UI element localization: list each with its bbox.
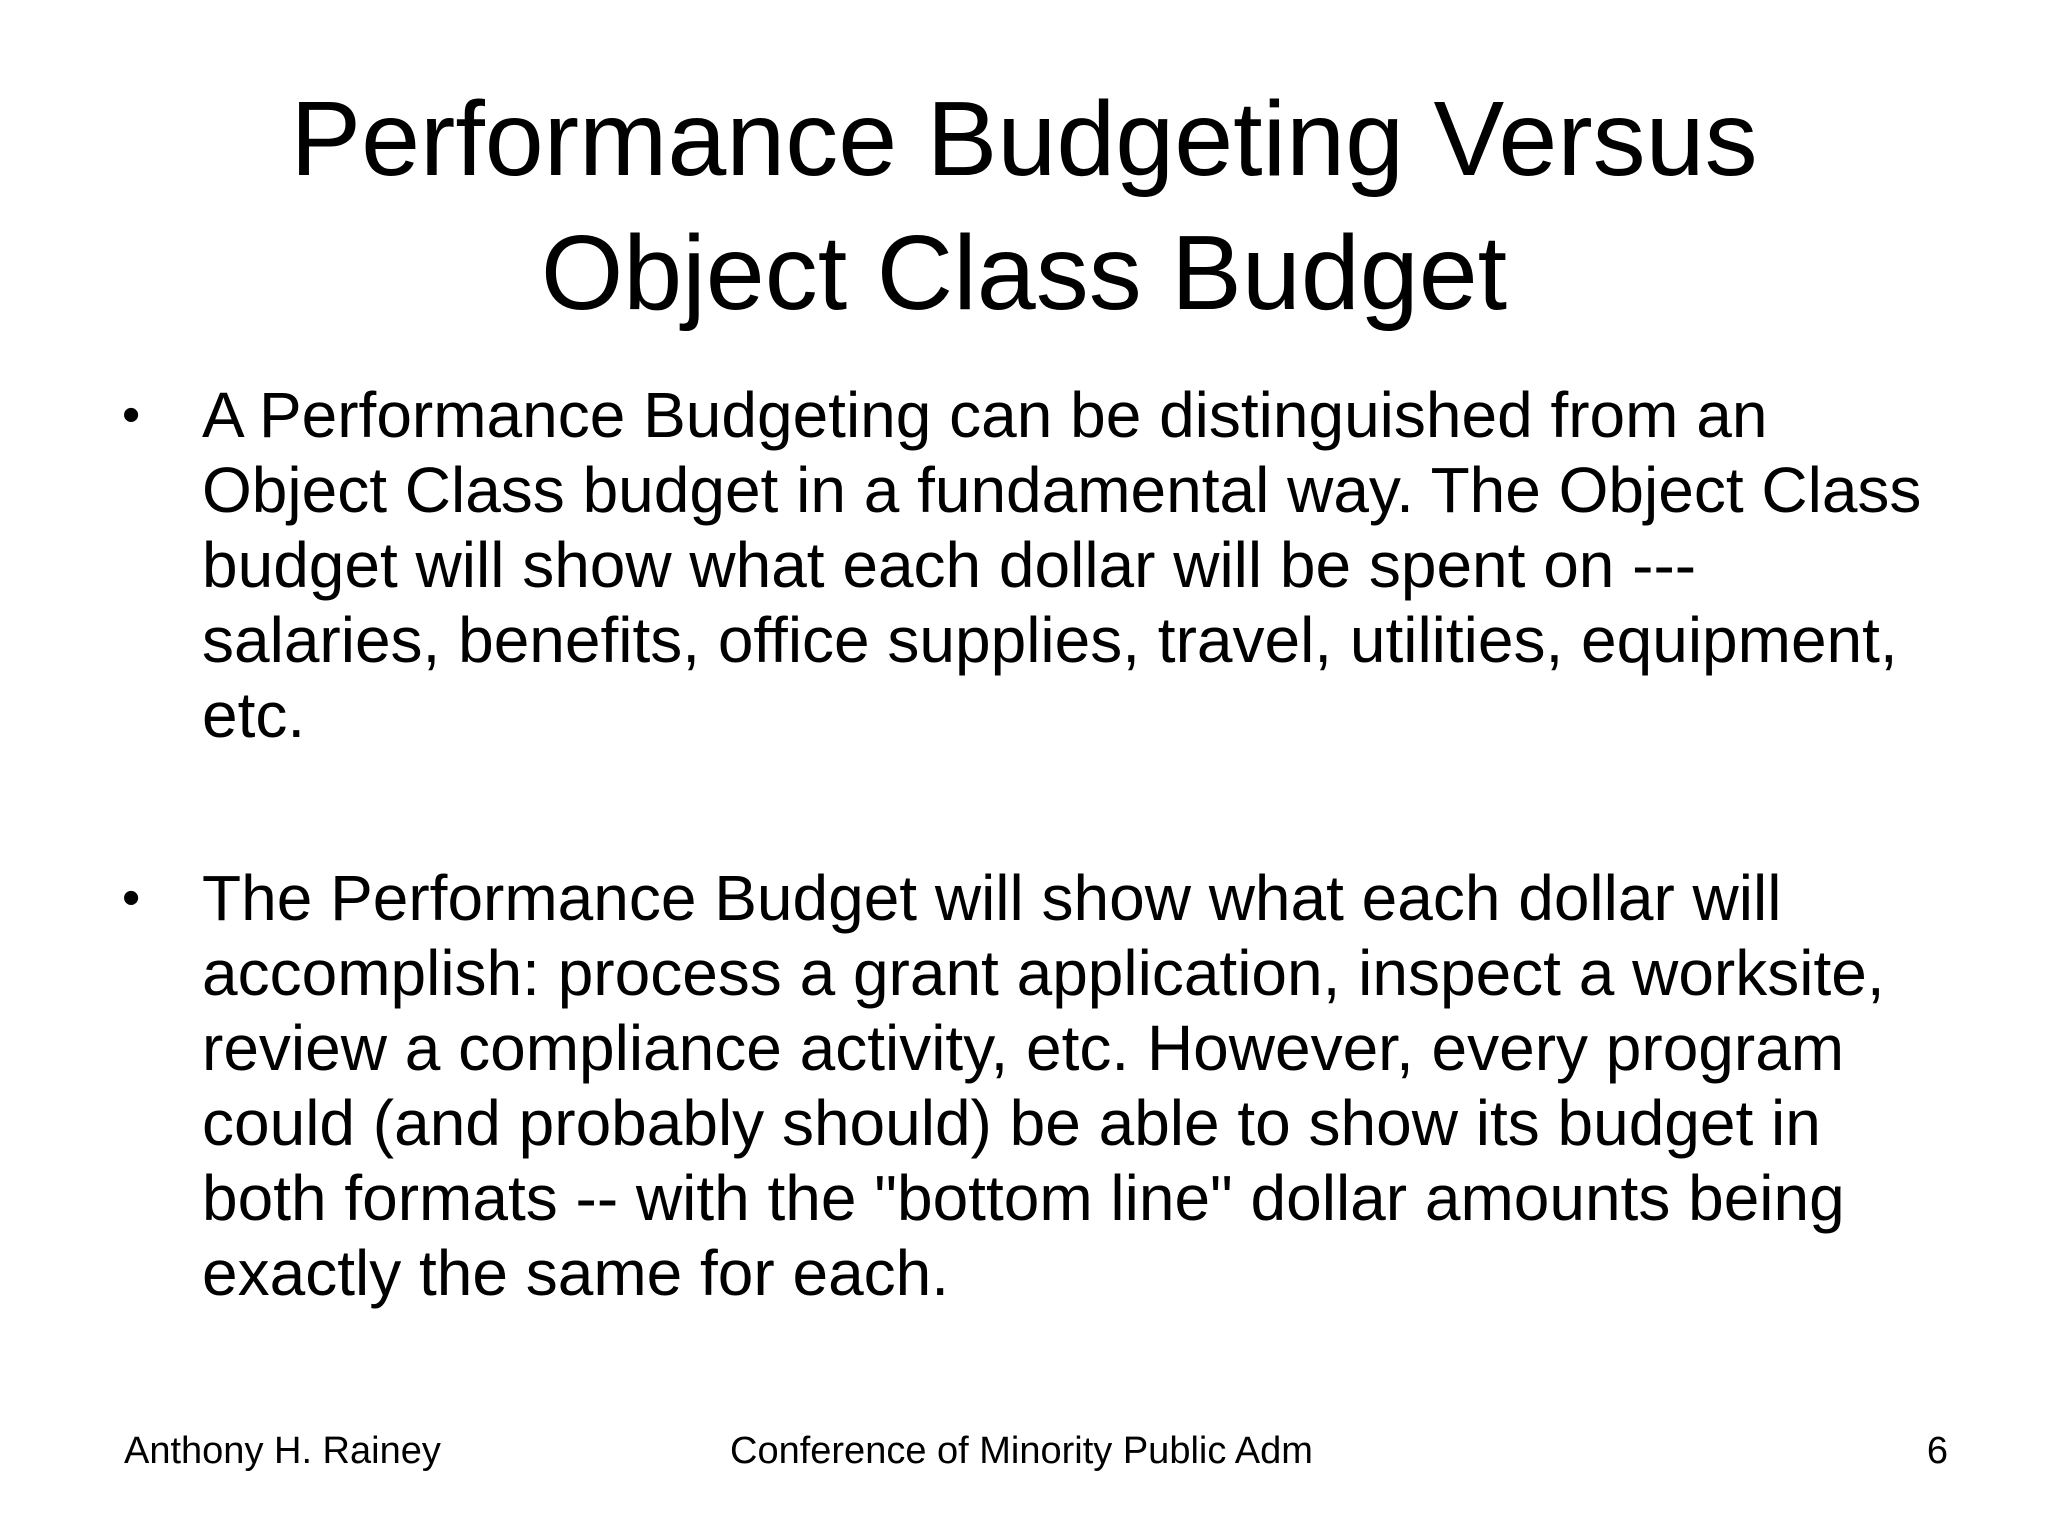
slide-title	[0, 72, 2048, 340]
bullet-text: The Performance Budget will show what each dollar will accomplish: process a grant application, inspect a worksite, review a compliance activity, etc. However, every program could (and probably should) be able to show its budget in both formats -- with the "bottom line" dollar amounts being exactly the same for each.	[202, 862, 1885, 1309]
bullet-icon: •	[122, 869, 141, 927]
footer-author: Anthony H. Rainey	[124, 1430, 441, 1472]
slide-title-line-2: Object Class Budget	[540, 214, 1508, 332]
bullet-item-object-class	[122, 378, 1952, 753]
bullet-item-performance-budget	[122, 861, 1952, 1311]
slide-title-line-1: Performance Budgeting Versus	[290, 80, 1758, 198]
footer-page-number: 6	[1926, 1430, 1948, 1472]
footer-event: Conference of Minority Public Adm	[730, 1430, 1313, 1472]
bullet-list	[122, 378, 1952, 1311]
bullet-icon: •	[122, 386, 141, 444]
bullet-text: A Performance Budgeting can be distinguished from an Object Class budget in a fundamental way. The Object Class budget will show what each dollar will be spent on --- salaries, benefits, office supplies, travel, utilities, equipment, etc.	[202, 379, 1922, 751]
